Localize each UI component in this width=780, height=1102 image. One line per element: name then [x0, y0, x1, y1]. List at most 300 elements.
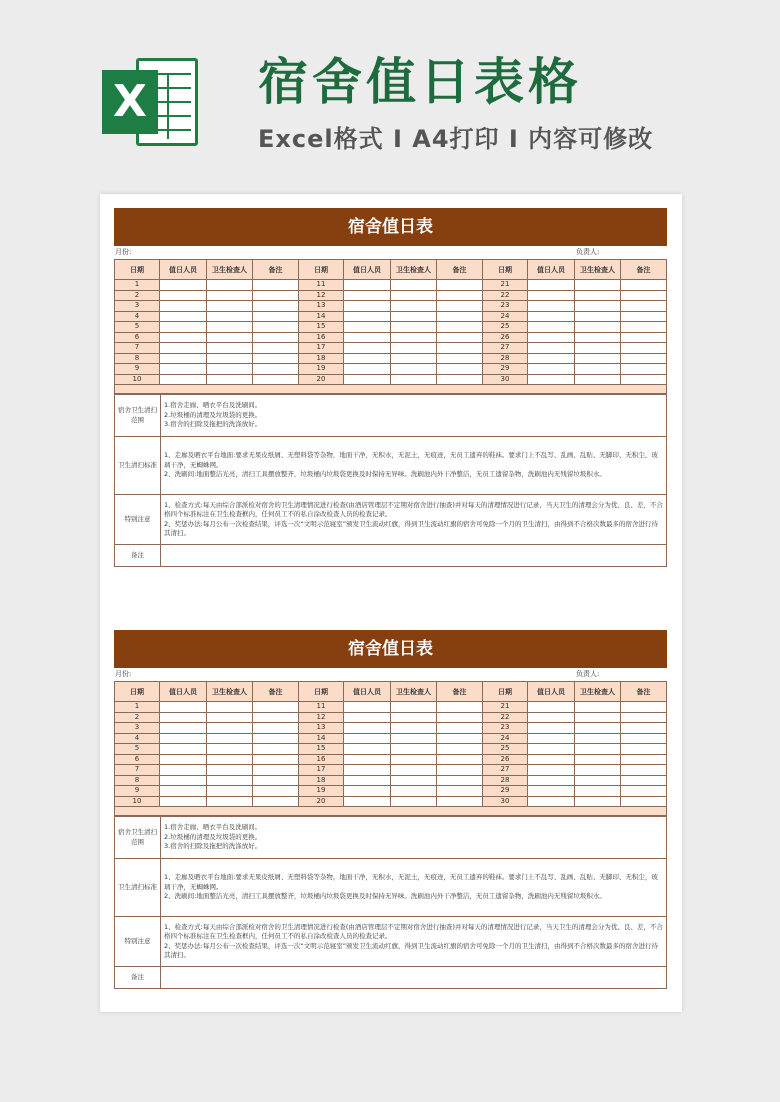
- date-cell: 27: [483, 765, 528, 776]
- inspector-cell[interactable]: [207, 322, 253, 333]
- inspector-cell[interactable]: [207, 374, 253, 385]
- table-row: [115, 723, 667, 734]
- remark-cell[interactable]: [253, 364, 299, 375]
- date-cell: 28: [483, 775, 528, 786]
- inspector-cell[interactable]: [391, 733, 437, 744]
- duty-person-cell[interactable]: [528, 374, 575, 385]
- date-cell: 4: [115, 311, 160, 322]
- column-header: 卫生检查人: [575, 260, 621, 280]
- spacer-row: [115, 807, 667, 816]
- inspector-cell[interactable]: [575, 322, 621, 333]
- date-cell: 16: [299, 332, 344, 343]
- remark-cell[interactable]: [621, 712, 667, 723]
- banner-title: 宿舍值日表格: [258, 53, 582, 111]
- inspector-cell[interactable]: [207, 765, 253, 776]
- date-cell: 12: [299, 712, 344, 723]
- inspector-cell[interactable]: [575, 290, 621, 301]
- inspector-cell[interactable]: [207, 343, 253, 354]
- rule-line: 1、走廊及晒衣平台地面:要求无果皮纸屑、无塑料袋等杂物，地面干净，无积水，无泥土，无痕迹，无员工遗弃的鞋袜。要求门上不乱写、乱画、乱贴、无脚印、无积尘，玻璃干净，无蜘蛛网。: [164, 873, 658, 891]
- inspector-cell[interactable]: [207, 702, 253, 713]
- inspector-cell[interactable]: [575, 353, 621, 364]
- date-cell: 9: [115, 364, 160, 375]
- duty-person-cell[interactable]: [528, 301, 575, 312]
- inspector-cell[interactable]: [575, 280, 621, 291]
- inspector-cell[interactable]: [207, 733, 253, 744]
- inspector-cell[interactable]: [391, 343, 437, 354]
- month-label: 月份:: [115, 670, 132, 678]
- inspector-cell[interactable]: [391, 374, 437, 385]
- duty-person-cell[interactable]: [344, 343, 391, 354]
- rule-line: 2、奖惩办法:每月公布一次检查结果，评选一次“文明示范寝室”颁发卫生流动红旗，得到卫生流动红旗的宿舍可免除一个月的卫生清扫，由得到不合格次数最多的宿舍进行待其清扫。: [164, 941, 659, 959]
- duty-person-cell[interactable]: [528, 796, 575, 807]
- duty-person-cell[interactable]: [344, 754, 391, 765]
- date-cell: 15: [299, 322, 344, 333]
- duty-person-cell[interactable]: [528, 311, 575, 322]
- remark-cell[interactable]: [253, 332, 299, 343]
- inspector-cell[interactable]: [575, 364, 621, 375]
- duty-person-cell[interactable]: [160, 322, 207, 333]
- remark-cell[interactable]: [253, 744, 299, 755]
- remark-cell[interactable]: [437, 332, 483, 343]
- inspector-cell[interactable]: [575, 374, 621, 385]
- remark-cell[interactable]: [253, 322, 299, 333]
- sheet-title: 宿舍值日表: [114, 208, 667, 246]
- inspector-cell[interactable]: [207, 353, 253, 364]
- date-cell: 7: [115, 765, 160, 776]
- duty-person-cell[interactable]: [160, 353, 207, 364]
- inspector-cell[interactable]: [207, 775, 253, 786]
- remark-cell[interactable]: [621, 775, 667, 786]
- duty-person-cell[interactable]: [160, 311, 207, 322]
- date-cell: 19: [299, 786, 344, 797]
- duty-person-cell[interactable]: [160, 786, 207, 797]
- rule-label: 特别注意: [115, 917, 161, 967]
- rule-label: 宿舍卫生清扫范围: [115, 395, 161, 437]
- duty-person-cell[interactable]: [344, 301, 391, 312]
- sheet-title: 宿舍值日表: [114, 630, 667, 668]
- spacer-row: [115, 385, 667, 394]
- rule-content[interactable]: [161, 395, 667, 437]
- duty-person-cell[interactable]: [160, 796, 207, 807]
- rule-content[interactable]: [161, 817, 667, 859]
- inspector-cell[interactable]: [391, 311, 437, 322]
- duty-person-cell[interactable]: [528, 744, 575, 755]
- duty-person-cell[interactable]: [160, 765, 207, 776]
- column-header: 日期: [115, 260, 160, 280]
- date-cell: 12: [299, 290, 344, 301]
- date-cell: 27: [483, 343, 528, 354]
- duty-person-cell[interactable]: [528, 322, 575, 333]
- table-row: [115, 290, 667, 301]
- table-row: [115, 311, 667, 322]
- remark-cell[interactable]: [253, 723, 299, 734]
- rule-content[interactable]: [161, 967, 667, 989]
- column-header: 日期: [483, 682, 528, 702]
- inspector-cell[interactable]: [391, 754, 437, 765]
- duty-person-cell[interactable]: [344, 353, 391, 364]
- inspector-cell[interactable]: [575, 796, 621, 807]
- remark-cell[interactable]: [437, 702, 483, 713]
- date-cell: 6: [115, 754, 160, 765]
- date-cell: 1: [115, 702, 160, 713]
- inspector-cell[interactable]: [207, 290, 253, 301]
- duty-sheet: [114, 630, 667, 989]
- duty-person-cell[interactable]: [160, 280, 207, 291]
- duty-person-cell[interactable]: [344, 765, 391, 776]
- inspector-cell[interactable]: [207, 744, 253, 755]
- remark-cell[interactable]: [621, 374, 667, 385]
- duty-person-cell[interactable]: [344, 744, 391, 755]
- duty-person-cell[interactable]: [344, 364, 391, 375]
- excel-logo-icon: [100, 52, 200, 152]
- inspector-cell[interactable]: [575, 765, 621, 776]
- inspector-cell[interactable]: [391, 322, 437, 333]
- table-row: [115, 733, 667, 744]
- date-cell: 28: [483, 353, 528, 364]
- duty-person-cell[interactable]: [344, 702, 391, 713]
- inspector-cell[interactable]: [207, 280, 253, 291]
- remark-cell[interactable]: [621, 343, 667, 354]
- column-header: 备注: [253, 682, 299, 702]
- remark-cell[interactable]: [437, 343, 483, 354]
- date-cell: 21: [483, 702, 528, 713]
- owner-label: 负责人:: [576, 670, 600, 678]
- remark-cell[interactable]: [621, 311, 667, 322]
- inspector-cell[interactable]: [575, 301, 621, 312]
- remark-cell[interactable]: [621, 702, 667, 713]
- duty-person-cell[interactable]: [160, 733, 207, 744]
- inspector-cell[interactable]: [391, 744, 437, 755]
- duty-table: [114, 681, 667, 816]
- remark-cell[interactable]: [621, 765, 667, 776]
- column-header: 日期: [299, 682, 344, 702]
- table-row: [115, 754, 667, 765]
- remark-cell[interactable]: [437, 311, 483, 322]
- duty-person-cell[interactable]: [344, 712, 391, 723]
- date-cell: 6: [115, 332, 160, 343]
- inspector-cell[interactable]: [575, 702, 621, 713]
- inspector-cell[interactable]: [207, 796, 253, 807]
- remark-cell[interactable]: [253, 702, 299, 713]
- inspector-cell[interactable]: [575, 723, 621, 734]
- rule-content[interactable]: [161, 859, 667, 917]
- date-cell: 23: [483, 723, 528, 734]
- duty-person-cell[interactable]: [160, 744, 207, 755]
- sheet-meta: [114, 246, 667, 259]
- inspector-cell[interactable]: [391, 280, 437, 291]
- date-cell: 26: [483, 332, 528, 343]
- remark-cell[interactable]: [437, 775, 483, 786]
- date-cell: 14: [299, 733, 344, 744]
- rule-line: 1.宿舍走廊、晒衣平台及洗刷间。: [164, 401, 262, 410]
- column-header: 备注: [621, 260, 667, 280]
- column-header: 值日人员: [344, 260, 391, 280]
- duty-person-cell[interactable]: [344, 290, 391, 301]
- date-cell: 25: [483, 744, 528, 755]
- inspector-cell[interactable]: [207, 311, 253, 322]
- inspector-cell[interactable]: [207, 786, 253, 797]
- date-cell: 18: [299, 353, 344, 364]
- remark-cell[interactable]: [253, 765, 299, 776]
- duty-person-cell[interactable]: [160, 332, 207, 343]
- date-cell: 3: [115, 723, 160, 734]
- remark-cell[interactable]: [437, 754, 483, 765]
- remark-cell[interactable]: [253, 775, 299, 786]
- remark-cell[interactable]: [621, 733, 667, 744]
- inspector-cell[interactable]: [391, 353, 437, 364]
- duty-person-cell[interactable]: [528, 332, 575, 343]
- duty-person-cell[interactable]: [344, 796, 391, 807]
- remark-cell[interactable]: [253, 796, 299, 807]
- column-header: 备注: [437, 682, 483, 702]
- remark-cell[interactable]: [253, 733, 299, 744]
- inspector-cell[interactable]: [207, 301, 253, 312]
- inspector-cell[interactable]: [391, 775, 437, 786]
- date-cell: 13: [299, 723, 344, 734]
- column-header: 值日人员: [528, 682, 575, 702]
- remark-cell[interactable]: [437, 733, 483, 744]
- date-cell: 8: [115, 353, 160, 364]
- remark-cell[interactable]: [437, 364, 483, 375]
- date-cell: 11: [299, 280, 344, 291]
- remark-cell[interactable]: [253, 374, 299, 385]
- column-header: 值日人员: [528, 260, 575, 280]
- inspector-cell[interactable]: [575, 775, 621, 786]
- rule-line: 2、洗刷间:地面整洁光亮，清扫工具摆放整齐，垃圾桶内垃圾袋更换及时保持无异味。洗刷池内外干净整洁，无员工遗留杂物，洗刷池内无残留垃圾积水。: [164, 470, 606, 479]
- remark-cell[interactable]: [621, 332, 667, 343]
- rule-line: 2、奖惩办法:每月公布一次检查结果，评选一次“文明示范寝室”颁发卫生流动红旗，得到卫生流动红旗的宿舍可免除一个月的卫生清扫，由得到不合格次数最多的宿舍进行待其清扫。: [164, 519, 659, 537]
- duty-person-cell[interactable]: [528, 765, 575, 776]
- table-row: [115, 702, 667, 713]
- duty-person-cell[interactable]: [344, 311, 391, 322]
- duty-person-cell[interactable]: [528, 754, 575, 765]
- rule-content[interactable]: [161, 437, 667, 495]
- remark-cell[interactable]: [253, 786, 299, 797]
- sheet-meta: [114, 668, 667, 681]
- table-row: [115, 744, 667, 755]
- banner-subtitle: Excel格式 I A4打印 I 内容可修改: [258, 125, 654, 153]
- rule-content[interactable]: [161, 545, 667, 567]
- remark-cell[interactable]: [437, 374, 483, 385]
- duty-person-cell[interactable]: [160, 374, 207, 385]
- duty-person-cell[interactable]: [160, 301, 207, 312]
- table-row: [115, 374, 667, 385]
- rule-line: 1、检查方式:每天由综合部派检对宿舍的卫生清理情况进行检查(由酒店管理层不定期对宿舍进行抽查)并对每天的清理情况进行记录，当天卫生的清理会分为优、良、差，不合格四个标准标注在卫生检查框内，任何员工不的私自涂改检查人员的检查记录。: [164, 922, 663, 940]
- column-header: 日期: [115, 682, 160, 702]
- rule-label: 特别注意: [115, 495, 161, 545]
- duty-person-cell[interactable]: [344, 723, 391, 734]
- duty-person-cell[interactable]: [528, 723, 575, 734]
- rule-label: 宿舍卫生清扫范围: [115, 817, 161, 859]
- duty-person-cell[interactable]: [528, 353, 575, 364]
- table-row: [115, 765, 667, 776]
- remark-cell[interactable]: [437, 796, 483, 807]
- rule-content[interactable]: [161, 495, 667, 545]
- rule-line: 3.宿舍的扫除及拖把的洗涤放好。: [164, 420, 262, 429]
- date-cell: 8: [115, 775, 160, 786]
- duty-person-cell[interactable]: [160, 723, 207, 734]
- inspector-cell[interactable]: [391, 364, 437, 375]
- duty-person-cell[interactable]: [160, 754, 207, 765]
- duty-person-cell[interactable]: [528, 775, 575, 786]
- inspector-cell[interactable]: [391, 796, 437, 807]
- remark-cell[interactable]: [253, 353, 299, 364]
- table-row: [115, 280, 667, 291]
- inspector-cell[interactable]: [391, 702, 437, 713]
- remark-cell[interactable]: [621, 796, 667, 807]
- remark-cell[interactable]: [437, 723, 483, 734]
- date-cell: 29: [483, 364, 528, 375]
- column-header: 备注: [253, 260, 299, 280]
- remark-cell[interactable]: [621, 301, 667, 312]
- inspector-cell[interactable]: [207, 332, 253, 343]
- rule-label: 备注: [115, 967, 161, 989]
- inspector-cell[interactable]: [391, 301, 437, 312]
- table-row: [115, 364, 667, 375]
- inspector-cell[interactable]: [391, 290, 437, 301]
- remark-cell[interactable]: [253, 311, 299, 322]
- inspector-cell[interactable]: [575, 733, 621, 744]
- table-row: [115, 353, 667, 364]
- duty-person-cell[interactable]: [344, 374, 391, 385]
- inspector-cell[interactable]: [575, 712, 621, 723]
- remark-cell[interactable]: [437, 301, 483, 312]
- duty-person-cell[interactable]: [528, 343, 575, 354]
- remark-cell[interactable]: [621, 353, 667, 364]
- column-header: 值日人员: [160, 260, 207, 280]
- column-header: 卫生检查人: [207, 260, 253, 280]
- duty-person-cell[interactable]: [344, 280, 391, 291]
- date-cell: 17: [299, 343, 344, 354]
- duty-sheet: [114, 208, 667, 567]
- duty-person-cell[interactable]: [528, 364, 575, 375]
- date-cell: 14: [299, 311, 344, 322]
- duty-person-cell[interactable]: [528, 290, 575, 301]
- remark-cell[interactable]: [621, 744, 667, 755]
- date-cell: 10: [115, 796, 160, 807]
- remark-cell[interactable]: [621, 280, 667, 291]
- column-header: 日期: [299, 260, 344, 280]
- date-cell: 4: [115, 733, 160, 744]
- date-cell: 15: [299, 744, 344, 755]
- remark-cell[interactable]: [253, 754, 299, 765]
- remark-cell[interactable]: [437, 786, 483, 797]
- remark-cell[interactable]: [621, 290, 667, 301]
- inspector-cell[interactable]: [391, 765, 437, 776]
- table-row: [115, 343, 667, 354]
- duty-person-cell[interactable]: [344, 775, 391, 786]
- remark-cell[interactable]: [621, 786, 667, 797]
- remark-cell[interactable]: [253, 343, 299, 354]
- remark-cell[interactable]: [621, 322, 667, 333]
- rule-line: 1、检查方式:每天由综合部派检对宿舍的卫生清理情况进行检查(由酒店管理层不定期对宿舍进行抽查)并对每天的清理情况进行记录，当天卫生的清理会分为优、良、差，不合格四个标准标注在卫生检查框内，任何员工不的私自涂改检查人员的检查记录。: [164, 500, 663, 518]
- duty-person-cell[interactable]: [528, 733, 575, 744]
- rule-line: 2.垃圾桶的清理及垃圾袋的更换。: [164, 832, 262, 841]
- remark-cell[interactable]: [253, 290, 299, 301]
- rules-table: [114, 394, 667, 567]
- column-header: 日期: [483, 260, 528, 280]
- column-header: 值日人员: [344, 682, 391, 702]
- inspector-cell[interactable]: [391, 332, 437, 343]
- duty-person-cell[interactable]: [528, 280, 575, 291]
- duty-person-cell[interactable]: [344, 733, 391, 744]
- duty-person-cell[interactable]: [160, 712, 207, 723]
- remark-cell[interactable]: [253, 712, 299, 723]
- column-header: 卫生检查人: [391, 260, 437, 280]
- remark-cell[interactable]: [437, 744, 483, 755]
- rule-label: 备注: [115, 545, 161, 567]
- inspector-cell[interactable]: [575, 744, 621, 755]
- duty-person-cell[interactable]: [528, 702, 575, 713]
- duty-person-cell[interactable]: [528, 786, 575, 797]
- inspector-cell[interactable]: [575, 754, 621, 765]
- column-header: 备注: [437, 260, 483, 280]
- inspector-cell[interactable]: [391, 786, 437, 797]
- duty-person-cell[interactable]: [160, 702, 207, 713]
- inspector-cell[interactable]: [391, 723, 437, 734]
- rule-label: 卫生清扫标准: [115, 859, 161, 917]
- inspector-cell[interactable]: [207, 754, 253, 765]
- date-cell: 24: [483, 311, 528, 322]
- remark-cell[interactable]: [437, 280, 483, 291]
- date-cell: 17: [299, 765, 344, 776]
- duty-person-cell[interactable]: [160, 290, 207, 301]
- inspector-cell[interactable]: [207, 364, 253, 375]
- remark-cell[interactable]: [437, 290, 483, 301]
- inspector-cell[interactable]: [391, 712, 437, 723]
- remark-cell[interactable]: [437, 322, 483, 333]
- remark-cell[interactable]: [437, 765, 483, 776]
- duty-person-cell[interactable]: [160, 775, 207, 786]
- remark-cell[interactable]: [437, 712, 483, 723]
- rule-content[interactable]: [161, 917, 667, 967]
- remark-cell[interactable]: [437, 353, 483, 364]
- table-row: [115, 775, 667, 786]
- remark-cell[interactable]: [621, 754, 667, 765]
- date-cell: 3: [115, 301, 160, 312]
- inspector-cell[interactable]: [575, 311, 621, 322]
- inspector-cell[interactable]: [575, 786, 621, 797]
- remark-cell[interactable]: [253, 301, 299, 312]
- inspector-cell[interactable]: [207, 723, 253, 734]
- date-cell: 21: [483, 280, 528, 291]
- column-header: 值日人员: [160, 682, 207, 702]
- date-cell: 29: [483, 786, 528, 797]
- inspector-cell[interactable]: [207, 712, 253, 723]
- duty-person-cell[interactable]: [344, 786, 391, 797]
- duty-person-cell[interactable]: [344, 332, 391, 343]
- date-cell: 7: [115, 343, 160, 354]
- duty-person-cell[interactable]: [160, 343, 207, 354]
- rule-line: 1.宿舍走廊、晒衣平台及洗刷间。: [164, 823, 262, 832]
- duty-person-cell[interactable]: [160, 364, 207, 375]
- month-label: 月份:: [115, 248, 132, 256]
- rule-line: 2、洗刷间:地面整洁光亮，清扫工具摆放整齐，垃圾桶内垃圾袋更换及时保持无异味。洗刷池内外干净整洁，无员工遗留杂物，洗刷池内无残留垃圾积水。: [164, 892, 606, 901]
- date-cell: 22: [483, 290, 528, 301]
- column-header: 卫生检查人: [575, 682, 621, 702]
- date-cell: 9: [115, 786, 160, 797]
- remark-cell[interactable]: [621, 364, 667, 375]
- inspector-cell[interactable]: [575, 343, 621, 354]
- duty-person-cell[interactable]: [344, 322, 391, 333]
- date-cell: 25: [483, 322, 528, 333]
- remark-cell[interactable]: [621, 723, 667, 734]
- duty-person-cell[interactable]: [528, 712, 575, 723]
- date-cell: 19: [299, 364, 344, 375]
- remark-cell[interactable]: [253, 280, 299, 291]
- date-cell: 10: [115, 374, 160, 385]
- inspector-cell[interactable]: [575, 332, 621, 343]
